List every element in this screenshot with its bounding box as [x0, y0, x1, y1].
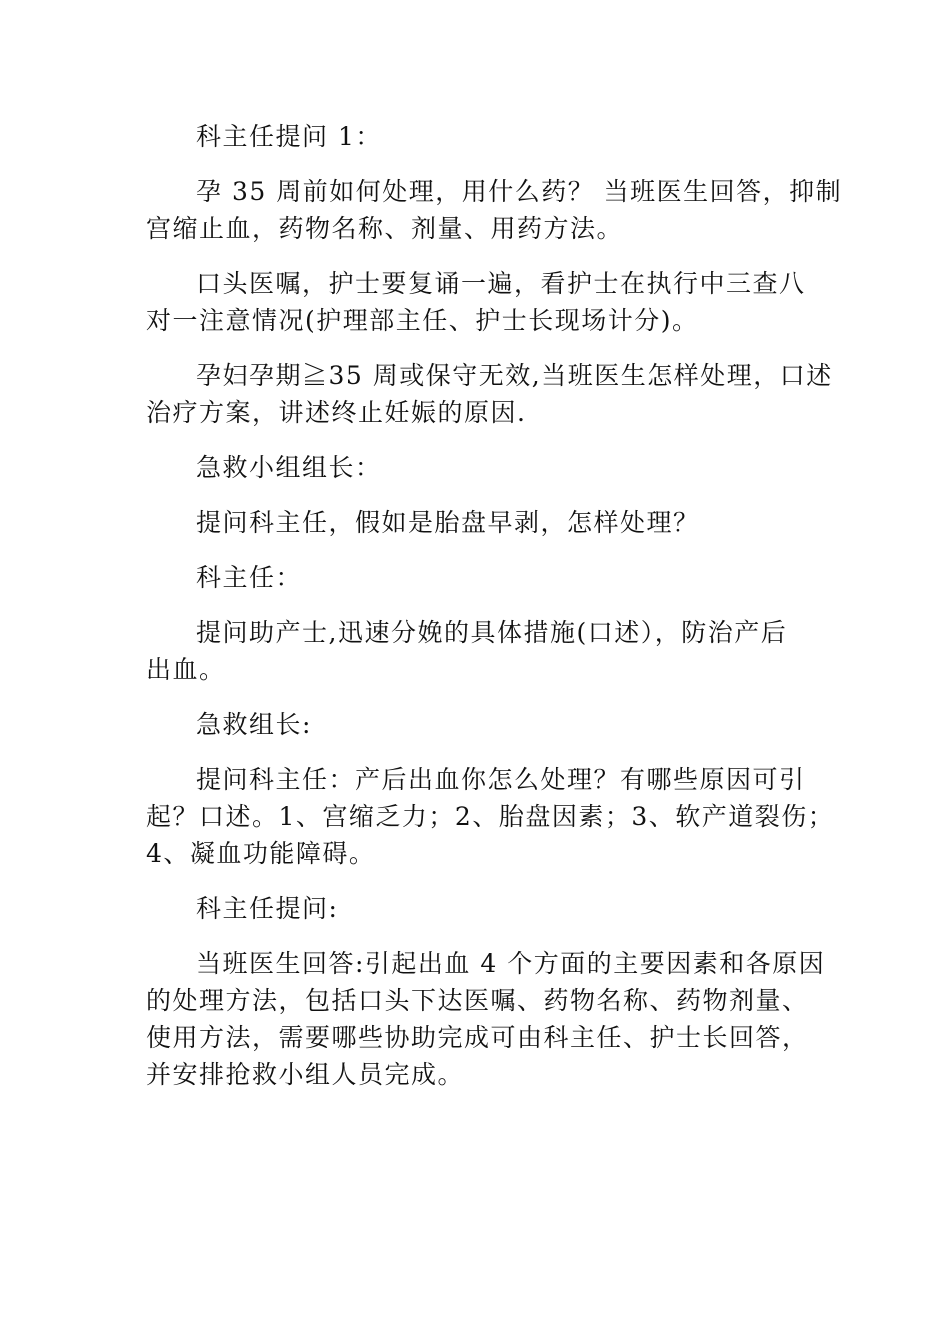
- paragraph: [146, 118, 808, 155]
- paragraph: [146, 706, 808, 743]
- text-line: 的处理方法，包括口头下达医嘱、药物名称、药物剂量、: [146, 986, 809, 1015]
- text-line: 急救小组组长：: [196, 453, 382, 482]
- paragraph: [146, 357, 833, 431]
- text-line: 口头医嘱，护士要复诵一遍，看护士在执行中三查八: [196, 269, 806, 298]
- text-line: 提问科主任：产后出血你怎么处理？有哪些原因可引: [196, 765, 806, 794]
- paragraph: [146, 559, 808, 596]
- text-line: 当班医生回答:引起出血 4 个方面的主要因素和各原因: [196, 949, 826, 978]
- text-line: 孕 35 周前如何处理，用什么药？ 当班医生回答，抑制: [196, 177, 843, 206]
- text-line: 出血。: [146, 655, 226, 684]
- paragraph: [146, 173, 843, 247]
- text-line: 提问助产士,迅速分娩的具体措施(口述），防治产后: [196, 618, 788, 647]
- text-line: 对一注意情况(护理部主任、护士长现场计分)。: [146, 306, 699, 335]
- document-page: [146, 118, 843, 1111]
- text-line: 宫缩止血，药物名称、剂量、用药方法。: [146, 214, 624, 243]
- paragraph: [146, 614, 808, 688]
- paragraph: [146, 761, 835, 872]
- text-line: 使用方法，需要哪些协助完成可由科主任、护士长回答，: [146, 1023, 809, 1052]
- text-line: 4、凝血功能障碍。: [146, 839, 376, 868]
- text-line: 急救组长:: [196, 710, 312, 739]
- paragraph: [146, 890, 808, 927]
- text-line: 孕妇孕期≧35 周或保守无效,当班医生怎样处理，口述: [196, 361, 833, 390]
- text-line: 科主任：: [196, 563, 303, 592]
- text-line: 科主任提问:: [196, 894, 339, 923]
- text-line: 提问科主任，假如是胎盘早剥，怎样处理？: [196, 508, 700, 537]
- text-line: 治疗方案，讲述终止妊娠的原因.: [146, 398, 527, 427]
- paragraph: [146, 265, 808, 339]
- text-line: 起？口述。1、宫缩乏力；2、胎盘因素；3、软产道裂伤；: [146, 802, 835, 831]
- text-line: 并安排抢救小组人员完成。: [146, 1060, 465, 1089]
- paragraph: [146, 449, 808, 486]
- paragraph: [146, 945, 826, 1093]
- paragraph: [146, 504, 808, 541]
- text-line: 科主任提问 1：: [196, 122, 382, 151]
